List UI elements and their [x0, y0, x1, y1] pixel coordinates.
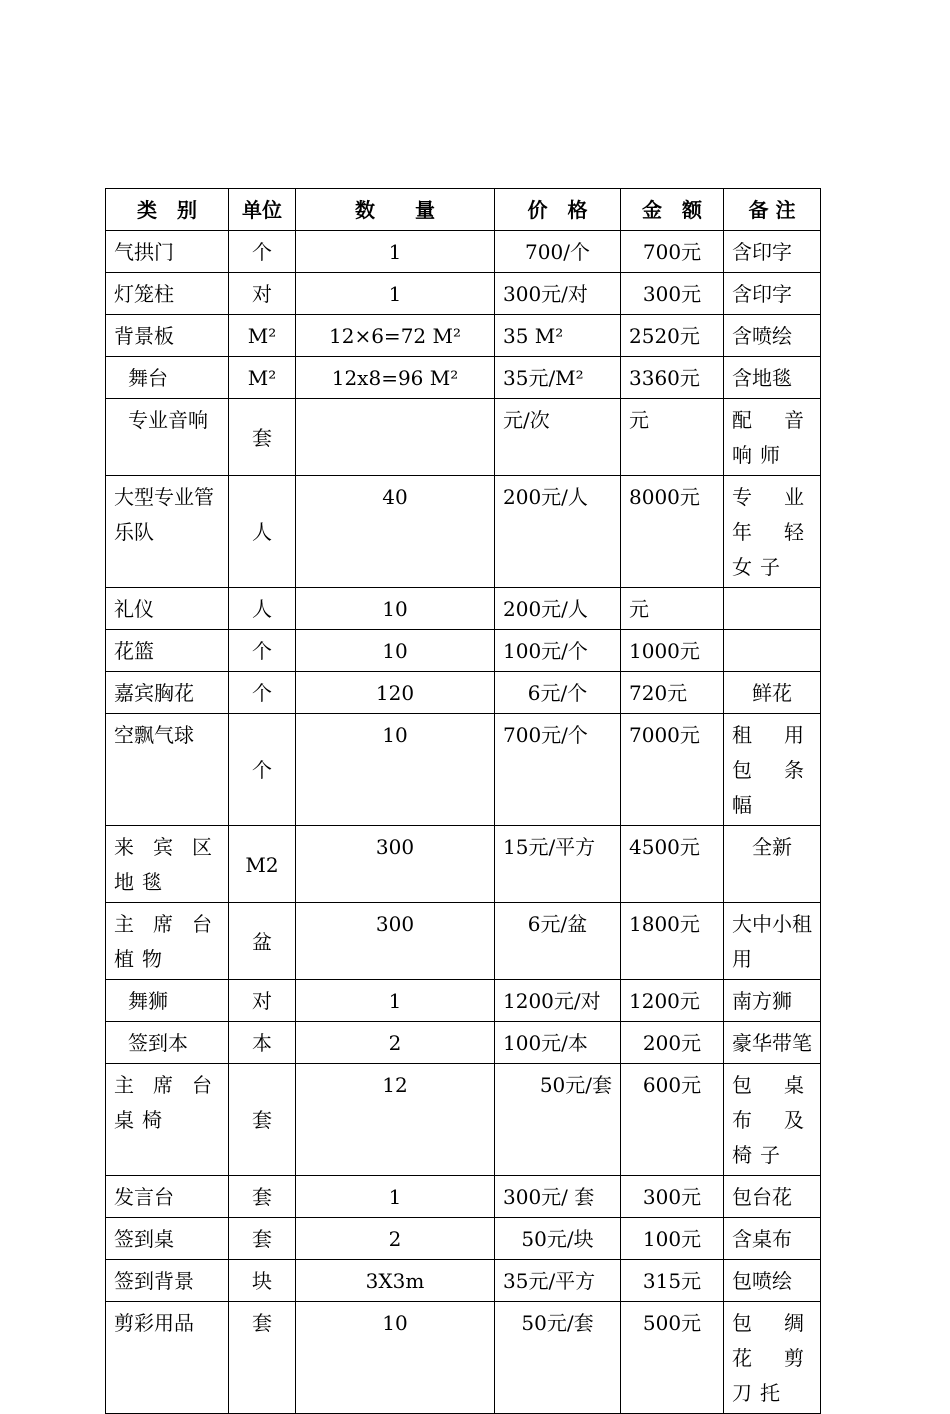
cell-quantity [296, 399, 495, 476]
cell-category: 大型专业管乐队 [106, 476, 229, 588]
cell-amount: 8000元 [621, 476, 724, 588]
cell-remarks: 租用包条幅 [724, 714, 821, 826]
cell-amount: 2520元 [621, 315, 724, 357]
table-header-row [106, 189, 821, 231]
cell-unit: 个 [229, 672, 296, 714]
cell-remarks: 包台花 [724, 1176, 821, 1218]
cell-price: 200元/人 [495, 476, 621, 588]
cell-price: 1200元/对 [495, 980, 621, 1022]
cell-price: 200元/人 [495, 588, 621, 630]
cell-category: 舞台 [106, 357, 229, 399]
cell-remarks: 专业年轻女子 [724, 476, 821, 588]
cell-amount: 720元 [621, 672, 724, 714]
cell-price: 50元/套 [495, 1302, 621, 1414]
cell-remarks: 南方狮 [724, 980, 821, 1022]
cell-category: 签到背景 [106, 1260, 229, 1302]
cell-remarks: 配音响师 [724, 399, 821, 476]
cell-remarks: 含印字 [724, 231, 821, 273]
cell-quantity: 2 [296, 1218, 495, 1260]
cell-quantity: 40 [296, 476, 495, 588]
cell-quantity: 1 [296, 273, 495, 315]
cell-category: 背景板 [106, 315, 229, 357]
cell-price: 6元/个 [495, 672, 621, 714]
cell-quantity: 300 [296, 826, 495, 903]
cell-price: 50元/块 [495, 1218, 621, 1260]
cell-price: 35 M² [495, 315, 621, 357]
cell-amount: 700元 [621, 231, 724, 273]
cell-category: 签到桌 [106, 1218, 229, 1260]
cell-remarks: 豪华带笔 [724, 1022, 821, 1064]
cell-amount: 1000元 [621, 630, 724, 672]
header-price: 价 格 [495, 189, 621, 231]
cell-unit: M2 [229, 826, 296, 903]
cell-category: 舞狮 [106, 980, 229, 1022]
cell-category: 剪彩用品 [106, 1302, 229, 1414]
budget-table [105, 188, 821, 1414]
cell-category: 礼仪 [106, 588, 229, 630]
cell-unit: 本 [229, 1022, 296, 1064]
cell-quantity: 10 [296, 1302, 495, 1414]
header-quantity: 数 量 [296, 189, 495, 231]
header-amount: 金 额 [621, 189, 724, 231]
cell-price: 15元/平方 [495, 826, 621, 903]
table-row [106, 273, 821, 315]
cell-remarks: 含地毯 [724, 357, 821, 399]
cell-quantity: 10 [296, 630, 495, 672]
table-row [106, 1064, 821, 1176]
cell-unit: 个 [229, 630, 296, 672]
cell-amount: 100元 [621, 1218, 724, 1260]
cell-amount: 500元 [621, 1302, 724, 1414]
table-row [106, 714, 821, 826]
cell-price: 35元/M² [495, 357, 621, 399]
cell-amount: 300元 [621, 273, 724, 315]
cell-category: 气拱门 [106, 231, 229, 273]
table-row [106, 399, 821, 476]
header-remarks: 备 注 [724, 189, 821, 231]
cell-price: 100元/个 [495, 630, 621, 672]
cell-remarks [724, 630, 821, 672]
cell-category: 花篮 [106, 630, 229, 672]
cell-amount: 3360元 [621, 357, 724, 399]
cell-category: 嘉宾胸花 [106, 672, 229, 714]
cell-unit: 套 [229, 1302, 296, 1414]
cell-quantity: 300 [296, 903, 495, 980]
cell-price: 300元/对 [495, 273, 621, 315]
cell-remarks: 包绸花剪刀托 [724, 1302, 821, 1414]
cell-quantity: 10 [296, 714, 495, 826]
cell-amount: 200元 [621, 1022, 724, 1064]
cell-unit: 个 [229, 714, 296, 826]
cell-amount: 7000元 [621, 714, 724, 826]
cell-amount: 4500元 [621, 826, 724, 903]
cell-amount: 元 [621, 588, 724, 630]
cell-unit: 对 [229, 273, 296, 315]
cell-remarks: 大中小租用 [724, 903, 821, 980]
cell-quantity: 2 [296, 1022, 495, 1064]
table-row [106, 826, 821, 903]
cell-unit: 套 [229, 399, 296, 476]
table-row [106, 315, 821, 357]
cell-quantity: 12x8=96 M² [296, 357, 495, 399]
cell-remarks [724, 588, 821, 630]
cell-category: 主席台植物 [106, 903, 229, 980]
header-unit: 单位 [229, 189, 296, 231]
cell-remarks: 包桌布及椅子 [724, 1064, 821, 1176]
cell-price: 100元/本 [495, 1022, 621, 1064]
table-row [106, 588, 821, 630]
table-row [106, 672, 821, 714]
header-category: 类 别 [106, 189, 229, 231]
cell-price: 35元/平方 [495, 1260, 621, 1302]
cell-category: 来宾区地毯 [106, 826, 229, 903]
cell-unit: 盆 [229, 903, 296, 980]
table-row [106, 1218, 821, 1260]
cell-quantity: 12 [296, 1064, 495, 1176]
cell-quantity: 1 [296, 1176, 495, 1218]
cell-price: 50元/套 [495, 1064, 621, 1176]
cell-amount: 300元 [621, 1176, 724, 1218]
table-row [106, 1260, 821, 1302]
cell-price: 700元/个 [495, 714, 621, 826]
cell-quantity: 10 [296, 588, 495, 630]
cell-category: 空飘气球 [106, 714, 229, 826]
table-row [106, 231, 821, 273]
table-row [106, 1302, 821, 1414]
cell-quantity: 12×6=72 M² [296, 315, 495, 357]
cell-unit: 套 [229, 1218, 296, 1260]
cell-remarks: 含桌布 [724, 1218, 821, 1260]
cell-price: 元/次 [495, 399, 621, 476]
cell-quantity: 1 [296, 980, 495, 1022]
cell-quantity: 1 [296, 231, 495, 273]
table-row [106, 357, 821, 399]
cell-amount: 元 [621, 399, 724, 476]
cell-remarks: 鲜花 [724, 672, 821, 714]
cell-category: 灯笼柱 [106, 273, 229, 315]
cell-unit: M² [229, 357, 296, 399]
cell-category: 主席台桌椅 [106, 1064, 229, 1176]
cell-remarks: 含喷绘 [724, 315, 821, 357]
table-row [106, 476, 821, 588]
cell-price: 6元/盆 [495, 903, 621, 980]
cell-quantity: 3X3m [296, 1260, 495, 1302]
cell-remarks: 含印字 [724, 273, 821, 315]
cell-unit: 个 [229, 231, 296, 273]
cell-unit: 块 [229, 1260, 296, 1302]
cell-quantity: 120 [296, 672, 495, 714]
cell-amount: 315元 [621, 1260, 724, 1302]
table-row [106, 903, 821, 980]
cell-unit: 套 [229, 1064, 296, 1176]
cell-remarks: 包喷绘 [724, 1260, 821, 1302]
table-row [106, 980, 821, 1022]
table-row [106, 630, 821, 672]
table-row [106, 1022, 821, 1064]
cell-category: 发言台 [106, 1176, 229, 1218]
cell-unit: 套 [229, 1176, 296, 1218]
cell-unit: M² [229, 315, 296, 357]
table-row [106, 1176, 821, 1218]
cell-remarks: 全新 [724, 826, 821, 903]
cell-unit: 人 [229, 476, 296, 588]
cell-unit: 人 [229, 588, 296, 630]
cell-category: 专业音响 [106, 399, 229, 476]
cell-amount: 600元 [621, 1064, 724, 1176]
cell-unit: 对 [229, 980, 296, 1022]
cell-price: 300元/ 套 [495, 1176, 621, 1218]
cell-amount: 1800元 [621, 903, 724, 980]
cell-category: 签到本 [106, 1022, 229, 1064]
cell-price: 700/个 [495, 231, 621, 273]
cell-amount: 1200元 [621, 980, 724, 1022]
